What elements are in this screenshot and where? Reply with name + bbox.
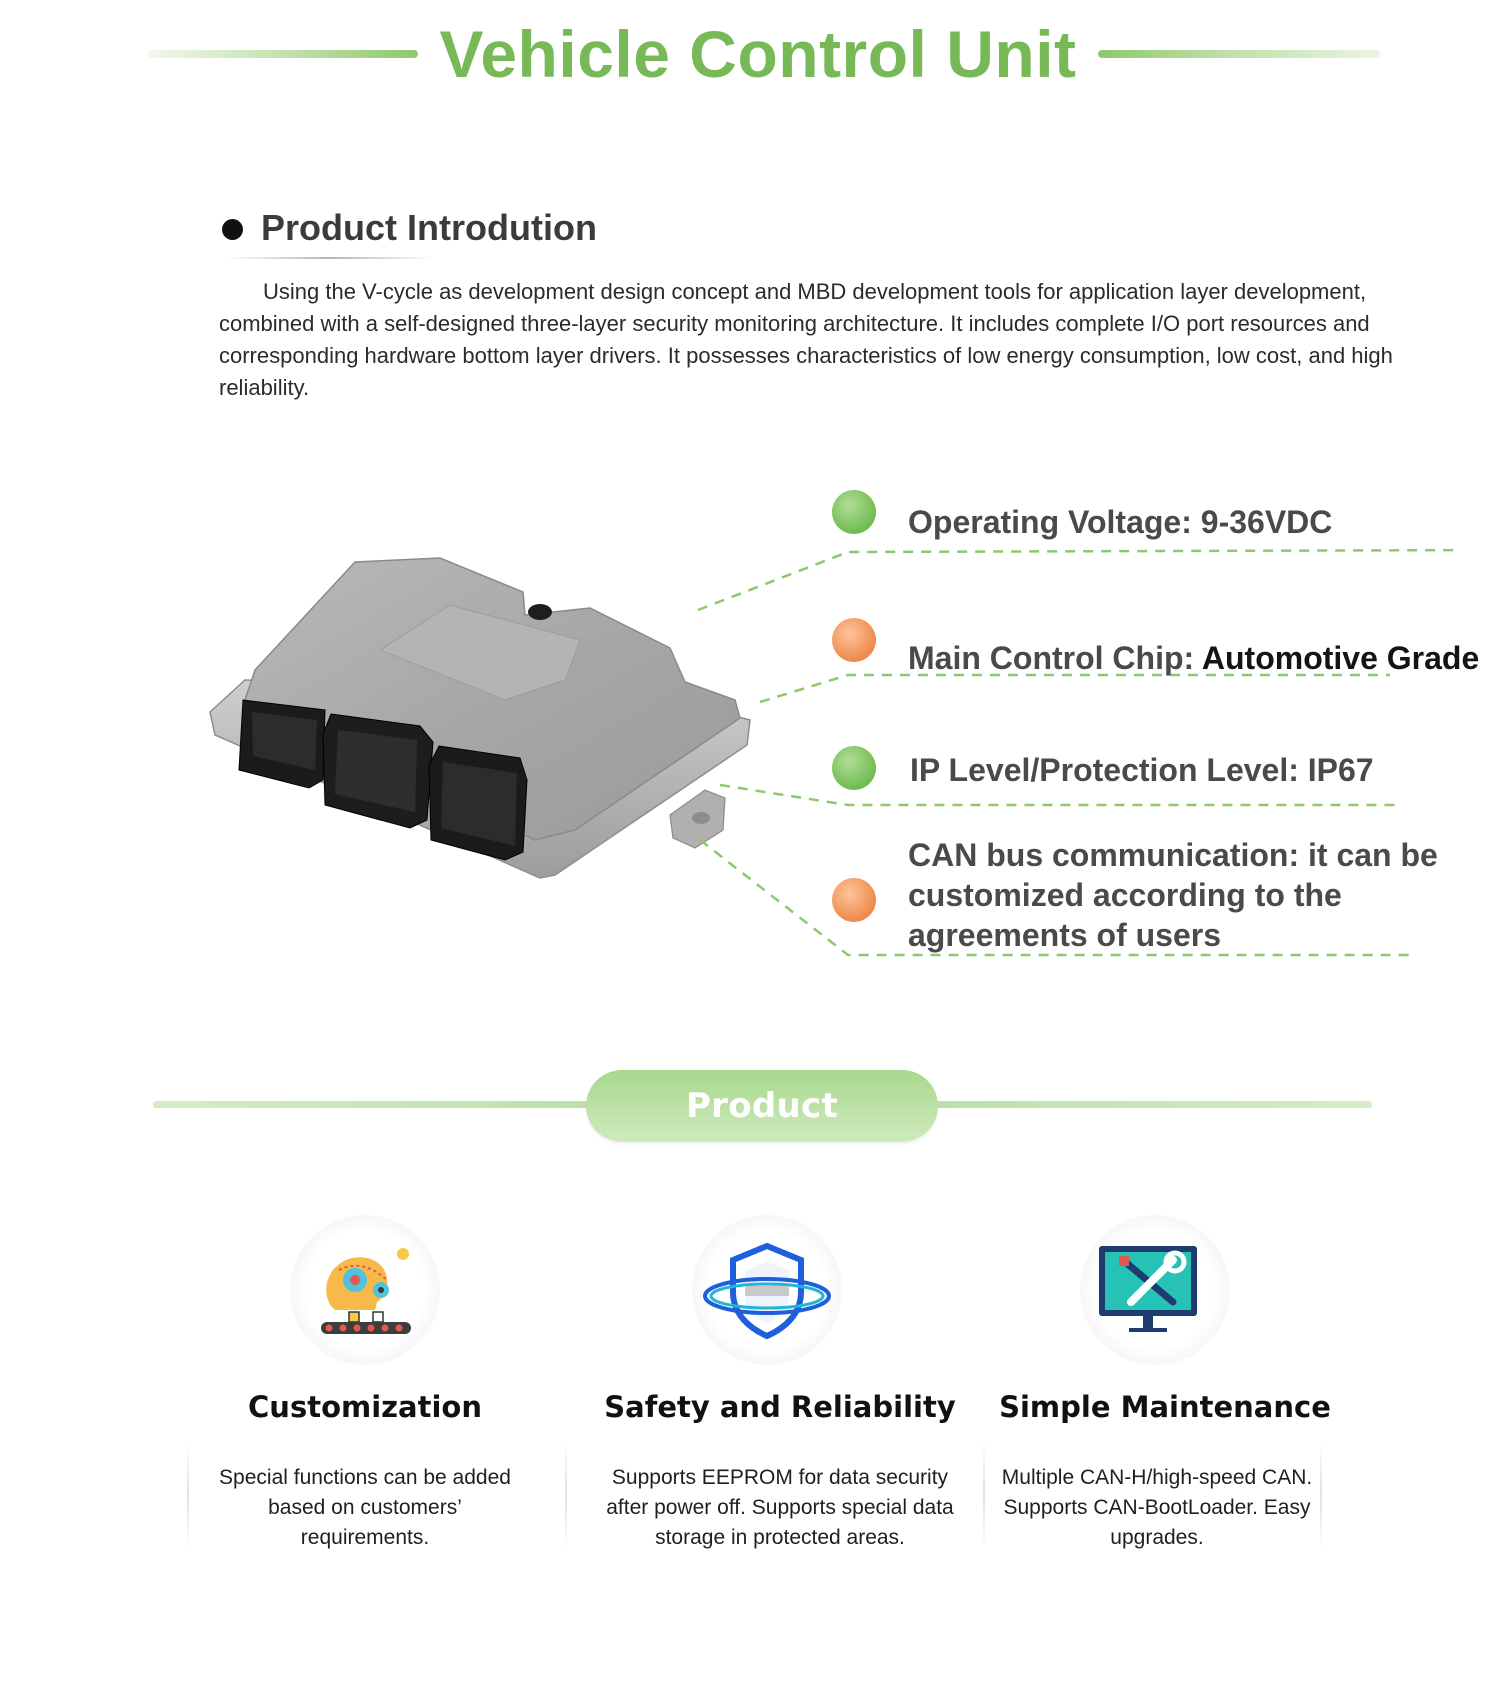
desc-line: requirements. [300,1526,430,1549]
advantage-card-safety [590,1215,970,1575]
feature-can-line-2: customized according to the [908,877,1342,913]
title-decor-line-left [148,50,418,58]
page-title-row [0,17,1511,91]
feature-main-control-chip [908,638,1479,678]
feature-operating-voltage: Operating Voltage: 9-36VDC [908,504,1333,540]
advantage-decor-line-left [153,1101,593,1108]
desc-line: Supports CAN-BootLoader. Easy [1003,1496,1311,1519]
desc-line: based on customers’ [268,1496,462,1519]
advantage-desc-maintenance [992,1463,1322,1553]
feature-dot-can [832,878,876,922]
advantage-card-maintenance [980,1215,1360,1575]
feature-can-line-3: agreements of users [908,917,1222,953]
desc-line: Special functions can be added [219,1466,511,1489]
advantage-heading: Product Advantage [586,1070,938,1142]
intro-underline [225,257,435,259]
advantage-divider [983,1440,985,1550]
advantage-desc-customization [200,1463,530,1553]
feature-dot-ip [832,746,876,790]
advantage-title-customization: Customization [248,1390,482,1424]
maintenance-icon [1093,1240,1203,1340]
advantage-desc-safety [590,1463,970,1553]
bullet-icon [222,219,243,240]
desc-line: after power off. Supports special data [606,1496,954,1519]
page-title: Vehicle Control Unit [439,17,1077,91]
feature-can-bus [908,835,1438,955]
advantage-divider [565,1440,567,1550]
title-decor-line-right [1098,50,1380,58]
desc-line: Multiple CAN-H/high-speed CAN. [1001,1466,1313,1489]
feature-chip-value: Automotive Grade [1201,640,1480,676]
feature-dot-voltage [832,490,876,534]
advantage-divider [187,1440,189,1550]
desc-line: storage in protected areas. [655,1526,905,1549]
intro-heading: Product Introdution [261,207,597,248]
advantage-card-customization [190,1215,570,1575]
feature-can-line-1: CAN bus communication: it can be [908,837,1438,873]
advantage-title-safety: Safety and Reliability [604,1390,956,1424]
advantage-title-maintenance: Simple Maintenance [999,1390,1331,1424]
feature-chip-label: Main Control Chip: [908,640,1202,676]
advantage-decor-line-right [930,1101,1372,1108]
desc-line: Supports EEPROM for data security [611,1466,949,1489]
customization-icon [315,1240,415,1340]
desc-line: upgrades. [1110,1526,1204,1549]
feature-dot-chip [832,618,876,662]
intro-paragraph: Using the V-cycle as development design concept and MBD development tools for application layer development, combined with a self-designed three-layer security monitoring architecture. It includes complete I/O port resources and corresponding hardware bottom layer drivers. It possesses characteristics of low energy consumption, low cost, and high reliability. [219,279,1393,400]
shield-icon [697,1240,837,1340]
feature-ip-level: IP Level/Protection Level: IP67 [910,752,1374,788]
